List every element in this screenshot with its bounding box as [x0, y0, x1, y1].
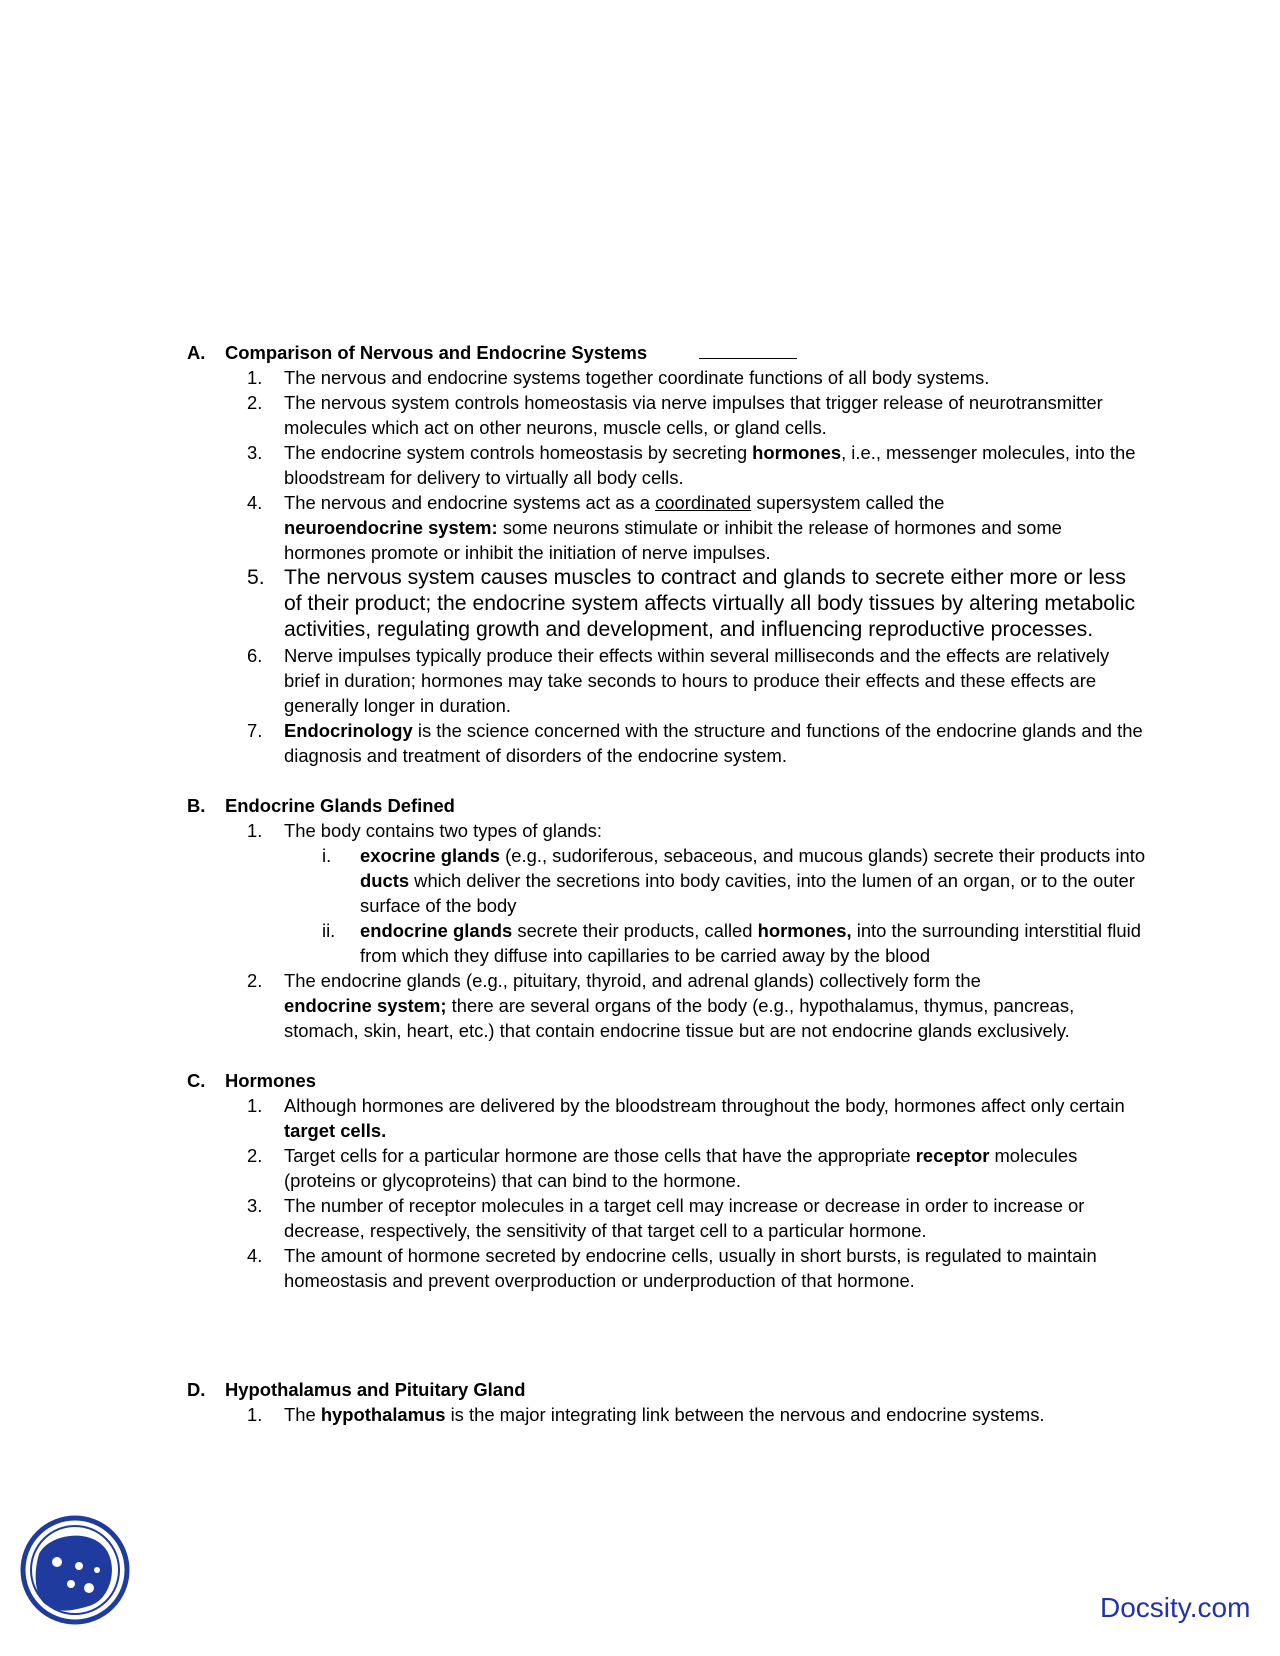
item-number: 4.: [247, 1245, 263, 1266]
bold-term: neuroendocrine system:: [284, 517, 498, 538]
list-item: [187, 440, 1147, 490]
section-b-heading: [187, 793, 1147, 818]
section-a-heading: [187, 340, 1147, 365]
bold-term: hormones: [752, 442, 842, 463]
list-item: [187, 390, 1147, 440]
item-text: is the major integrating link between the nervous and endocrine systems.: [445, 1404, 1045, 1425]
list-item: [187, 1243, 1147, 1293]
section-c: [187, 1068, 1147, 1293]
item-number: 2.: [247, 392, 263, 413]
bold-term: receptor: [915, 1145, 990, 1166]
section-b: [187, 793, 1147, 1043]
item-text: The nervous and endocrine systems act as a: [284, 492, 656, 513]
document-body: [187, 340, 1147, 1427]
list-item: [187, 968, 1147, 1043]
section-title: Hypothalamus and Pituitary Gland: [225, 1379, 526, 1400]
item-text: The nervous system controls homeostasis via nerve impulses that trigger release of neurotransmitter molecules which act on other neurons, muscle cells, or gland cells.: [284, 392, 1103, 438]
item-text: supersystem called the: [751, 492, 945, 513]
section-title: Comparison of Nervous and Endocrine Systems: [225, 342, 648, 363]
list-item: [187, 643, 1147, 718]
section-d-heading: [187, 1377, 1147, 1402]
list-item: [187, 1193, 1147, 1243]
item-number: 4.: [247, 492, 263, 513]
list-item: [187, 1143, 1147, 1193]
item-number: 3.: [247, 1195, 263, 1216]
list-item: [187, 1093, 1147, 1143]
item-text: , i.e., messenger molecules, into the bloodstream for delivery to virtually all body cells.: [284, 442, 1136, 488]
item-number: 5.: [247, 566, 265, 589]
item-number: 2.: [247, 1145, 263, 1166]
item-text: into the surrounding interstitial fluid from which they diffuse into capillaries to be carried away by the blood: [360, 920, 1141, 966]
bold-term: target cells.: [284, 1120, 387, 1141]
item-number: 3.: [247, 442, 263, 463]
section-letter: D.: [187, 1379, 206, 1400]
item-text: molecules (proteins or glycoproteins) that can bind to the hormone.: [284, 1145, 1078, 1191]
list-item: [187, 718, 1147, 768]
item-text: Nerve impulses typically produce their effects within several milliseconds and the effects are relatively brief in duration; hormones may take seconds to hours to produce their effects and these effects are generally longer in duration.: [284, 645, 1110, 716]
bold-term: ducts: [360, 870, 410, 891]
item-number: 1.: [247, 1095, 263, 1116]
docsity-logo-icon[interactable]: [19, 1514, 131, 1626]
item-text: is the science concerned with the structure and functions of the endocrine glands and the diagnosis and treatment of disorders of the endocrine system.: [284, 720, 1143, 766]
item-text: The nervous and endocrine systems together coordinate functions of all body systems.: [284, 367, 990, 388]
section-title: Hormones: [225, 1070, 316, 1091]
item-text: there are several organs of the body (e.g., hypothalamus, thymus, pancreas, stomach, skin, heart, etc.) that contain endocrine tissue but are not endocrine glands exclusively.: [284, 995, 1075, 1041]
item-text: some neurons stimulate or inhibit the release of hormones and some hormones promote or inhibit the initiation of nerve impulses.: [284, 517, 1062, 563]
list-item: [187, 490, 1147, 565]
item-text: The amount of hormone secreted by endocrine cells, usually in short bursts, is regulated to maintain homeostasis and prevent overproduction or underproduction of that hormone.: [284, 1245, 1097, 1291]
item-number: 7.: [247, 720, 263, 741]
item-text: (e.g., sudoriferous, sebaceous, and mucous glands) secrete their products into: [500, 845, 1146, 866]
list-item: [187, 1402, 1147, 1427]
section-a: [187, 340, 1147, 768]
bold-term: hypothalamus: [320, 1404, 446, 1425]
list-item: [187, 565, 1147, 643]
item-text: The endocrine glands (e.g., pituitary, thyroid, and adrenal glands) collectively form the: [284, 970, 981, 991]
sub-list-item: [187, 918, 1147, 968]
item-text: The nervous system causes muscles to contract and glands to secrete either more or less of their product; the endocrine system affects virtually all body tissues by altering metabolic activities, regulating growth and development, and influencing reproductive processes.: [284, 566, 1136, 641]
item-number: 1.: [247, 1404, 263, 1425]
item-number: 1.: [247, 367, 263, 388]
section-d: [187, 1377, 1147, 1427]
bold-term: hormones,: [757, 920, 852, 941]
section-letter: C.: [187, 1070, 206, 1091]
bold-term: endocrine system;: [284, 995, 447, 1016]
item-text: The number of receptor molecules in a target cell may increase or decrease in order to increase or decrease, respectively, the sensitivity of that target cell to a particular hormone.: [284, 1195, 1085, 1241]
blank-line: [699, 341, 797, 359]
item-text: The body contains two types of glands:: [284, 820, 602, 841]
section-c-heading: [187, 1068, 1147, 1093]
list-item: [187, 365, 1147, 390]
sub-item-number: i.: [322, 845, 332, 866]
bold-term: Endocrinology: [284, 720, 413, 741]
docsity-logo-graphic: [19, 1514, 131, 1626]
docsity-brand-link[interactable]: Docsity.com: [1100, 1592, 1251, 1623]
item-text: Target cells for a particular hormone are those cells that have the appropriate: [284, 1145, 916, 1166]
bold-term: endocrine glands: [360, 920, 513, 941]
section-letter: B.: [187, 795, 206, 816]
underlined-term: coordinated: [655, 492, 752, 513]
item-number: 6.: [247, 645, 263, 666]
section-title: Endocrine Glands Defined: [225, 795, 455, 816]
item-text: which deliver the secretions into body cavities, into the lumen of an organ, or to the outer surface of the body: [360, 870, 1135, 916]
section-letter: A.: [187, 342, 206, 363]
item-text: The endocrine system controls homeostasis by secreting: [284, 442, 753, 463]
sub-item-number: ii.: [322, 920, 336, 941]
item-number: 2.: [247, 970, 263, 991]
item-number: 1.: [247, 820, 263, 841]
list-item: [187, 818, 1147, 843]
sub-list-item: [187, 843, 1147, 918]
bold-term: exocrine glands: [360, 845, 501, 866]
item-text: secrete their products, called: [512, 920, 758, 941]
item-text: The: [284, 1404, 321, 1425]
item-text: Although hormones are delivered by the bloodstream throughout the body, hormones affect only certain: [284, 1095, 1125, 1116]
